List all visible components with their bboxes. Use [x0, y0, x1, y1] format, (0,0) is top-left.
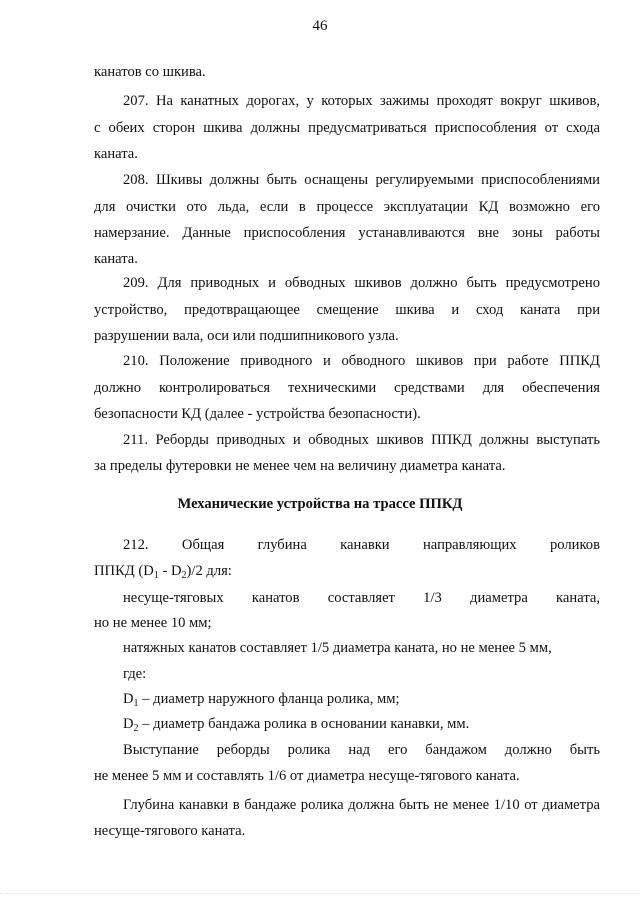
- paragraph-210-line-1: 210. Положение приводного и обводного шкивов при работе ППКД: [123, 353, 600, 369]
- paragraph-208-line-4: каната.: [94, 251, 138, 267]
- where-line: где:: [123, 666, 147, 682]
- paragraph-208-line-2: для очистки ото льда, если в процессе эксплуатации КД возможно его: [94, 199, 600, 215]
- d1-definition: $D_1$ – диаметр наружного фланца ролика, мм;: [123, 691, 400, 709]
- groove-depth-line-2: несуще-тягового каната.: [94, 823, 246, 839]
- paragraph-207-line-2: с обеих сторон шкива должны предусматриваться приспособления от схода: [94, 120, 600, 136]
- flange-line-1: Выступание реборды ролика над его бандажом должно быть: [123, 742, 600, 758]
- tension-rope-line: натяжных канатов составляет 1/5 диаметра каната, но не менее 5 мм,: [123, 640, 552, 656]
- page-bottom-divider: [0, 893, 640, 895]
- load-rope-line-1: несуще-тяговых канатов составляет 1/3 диаметра каната,: [123, 590, 600, 606]
- page-number: 46: [312, 18, 328, 34]
- paragraph-210-line-3: безопасности КД (далее - устройства безопасности).: [94, 406, 421, 422]
- paragraph-209-line-1: 209. Для приводных и обводных шкивов должно быть предусмотрено: [123, 275, 600, 291]
- paragraph-208-line-1: 208. Шкивы должны быть оснащены регулируемыми приспособлениями: [123, 172, 600, 188]
- section-heading: Механические устройства на трассе ППКД: [177, 496, 463, 512]
- paragraph-211-line-1: 211. Реборды приводных и обводных шкивов ППКД должны выступать: [123, 432, 600, 448]
- paragraph-212-line-2: ППКД $(D_1 - D_2)/2$ для:: [94, 563, 232, 581]
- d2-definition: $D_2$ – диаметр бандажа ролика в основании канавки, мм.: [123, 716, 470, 734]
- paragraph-211-line-2: за пределы футеровки не менее чем на величину диаметра каната.: [94, 458, 506, 474]
- paragraph-209-line-2: устройство, предотвращающее смещение шкива и сход каната при: [94, 302, 600, 318]
- paragraph-208-line-3: намерзание. Данные приспособления устанавливаются вне зоны работы: [94, 225, 600, 241]
- paragraph-207-line-1: 207. На канатных дорогах, у которых зажимы проходят вокруг шкивов,: [123, 93, 600, 109]
- paragraph-212-line-1: 212. Общая глубина канавки направляющих роликов: [123, 537, 600, 553]
- load-rope-line-2: но не менее 10 мм;: [94, 615, 212, 631]
- flange-line-2: не менее 5 мм и составлять 1/6 от диаметра несуще-тягового каната.: [94, 768, 520, 784]
- groove-depth-line-1: Глубина канавки в бандаже ролика должна быть не менее 1/10 от диаметра: [123, 797, 600, 813]
- paragraph-207-line-3: каната.: [94, 146, 138, 162]
- text-line: канатов со шкива.: [94, 64, 206, 80]
- paragraph-210-line-2: должно контролироваться техническими средствами для обеспечения: [94, 380, 600, 396]
- paragraph-209-line-3: разрушении вала, оси или подшипникового узла.: [94, 328, 399, 344]
